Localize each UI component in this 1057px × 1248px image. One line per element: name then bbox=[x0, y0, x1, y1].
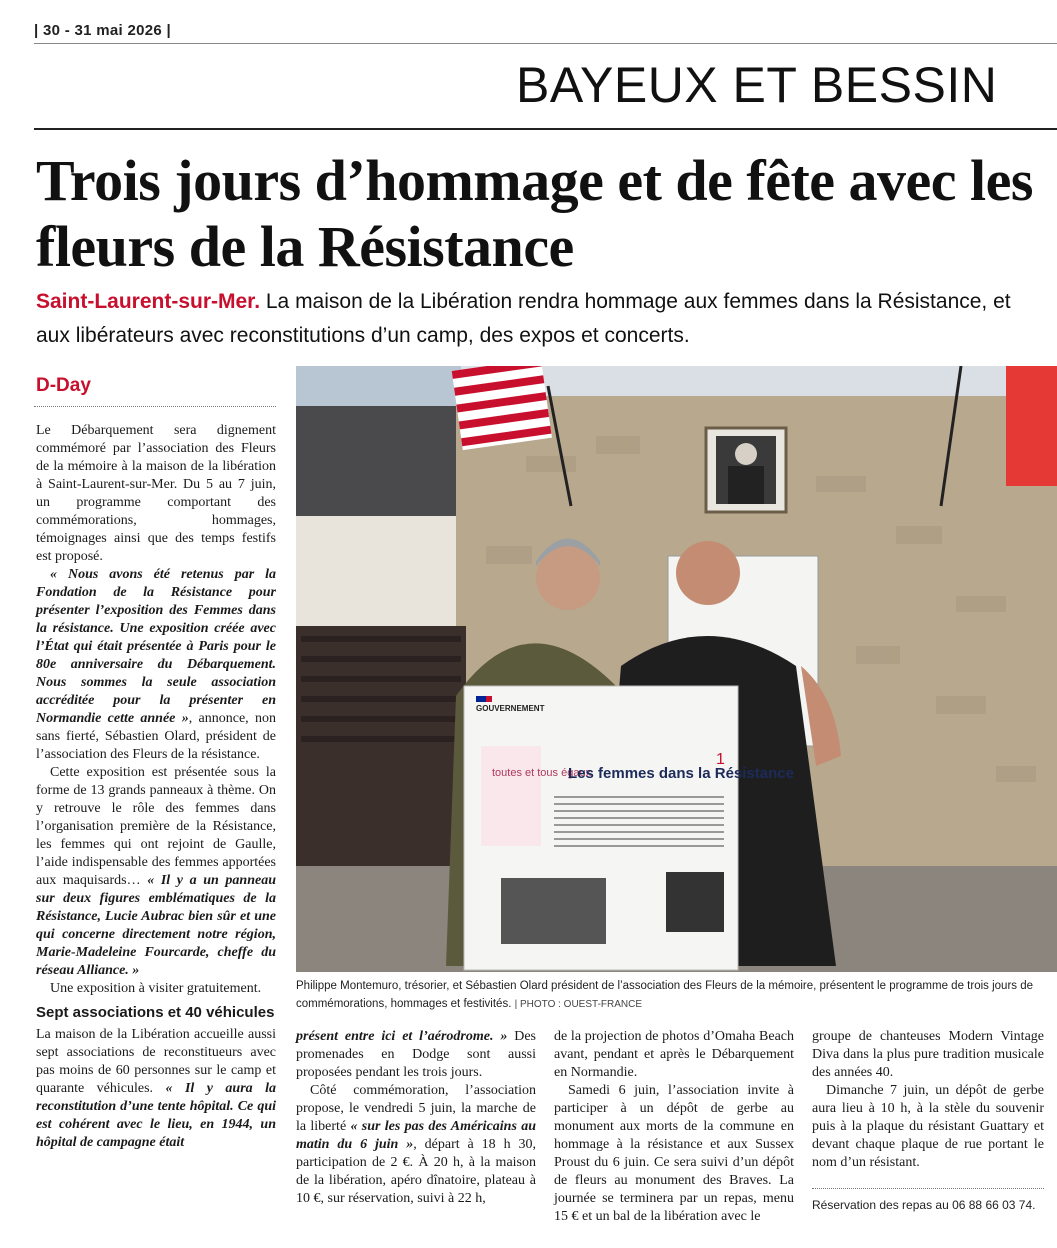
kicker: D-Day bbox=[36, 375, 91, 396]
section-title: BAYEUX ET BESSIN bbox=[516, 57, 998, 113]
reservation-info: Réservation des repas au 06 88 66 03 74. bbox=[812, 1198, 1036, 1212]
panel-title: Les femmes dans la Résistance bbox=[568, 765, 794, 782]
article-photo bbox=[296, 366, 1057, 972]
top-divider bbox=[34, 43, 1057, 44]
article-lead bbox=[36, 285, 1046, 353]
paragraph: Le Débarquement sera dignement commémoré par l’association des Fleurs de la mémoire à la maison de la libération à Saint-Laurent-sur-Mer. Du 5 au 7 juin, un programme comportant des commémorations, hommages, témoignages ainsi que des temps festifs est proposé. bbox=[36, 423, 276, 564]
article-column-1 bbox=[36, 422, 276, 1152]
article-column-3 bbox=[554, 1028, 794, 1226]
quote: présent entre ici et l’aérodrome. » bbox=[296, 1029, 508, 1044]
issue-date: | 30 - 31 mai 2026 | bbox=[34, 22, 171, 39]
article-column-2 bbox=[296, 1028, 536, 1208]
lead-location: Saint-Laurent-sur-Mer. bbox=[36, 290, 261, 313]
panel-brand: GOUVERNEMENT bbox=[476, 704, 545, 713]
panel-number: 1 bbox=[716, 751, 725, 768]
section-divider bbox=[34, 128, 1057, 130]
paragraph: « Nous avons été retenus par la Fondation de la Résistance pour présenter l’exposition des Femmes dans la résistance. Une exposition créée avec l’État qui était présentée à Paris pour le 80e anniversaire du Débarquement. Nous sommes la seule association accréditée pour la présenter en Normandie cette année », annonce, non sans fierté, Sébastien Olard, président de l’association des Fleurs de la résistance. bbox=[36, 567, 276, 762]
panel-slogan: toutes et tous égaux bbox=[492, 767, 592, 779]
paragraph: groupe de chanteuses Modern Vintage Diva dans la plus pure tradition musicale des années 40. bbox=[812, 1029, 1044, 1080]
paragraph: Une exposition à visiter gratuitement. bbox=[50, 981, 262, 996]
photo-illustration bbox=[296, 366, 1057, 972]
reservation-divider bbox=[812, 1188, 1044, 1189]
quote: « Il y a un panneau sur deux figures emblématiques de la Résistance, Lucie Aubrac bien sûr et une qui concerne directement notre région, Marie-Madeleine Fourcarde, cheffe du réseau Alliance. » bbox=[36, 873, 276, 978]
kicker-divider bbox=[34, 406, 276, 407]
subheading: Sept associations et 40 véhicules bbox=[36, 1004, 275, 1021]
quote: « sur les pas des Américains au matin du 6 juin » bbox=[296, 1119, 536, 1152]
quote: « Il y aura la reconstitution d’une tente hôpital. Ce qui est cohérent avec le lieu, en 1944, un hôpital de campagne était bbox=[36, 1081, 276, 1150]
paragraph: Dimanche 7 juin, un dépôt de gerbe aura lieu à 10 h, à la stèle du souvenir puis à la plaque du résistant Guattary et devant chaque plaque de rue portant le nom d’un résistant. bbox=[812, 1083, 1044, 1170]
paragraph: Samedi 6 juin, l’association invite à participer à un dépôt de gerbe au monument aux morts de la commune en hommage à la résistance et aux Sussex Proust du 6 juin. Ce sera suivi d’un dépôt de fleurs au monument des Braves. La journée se terminera par un repas, menu 15 € et un bal de la libération avec le bbox=[554, 1083, 794, 1224]
caption-text: Philippe Montemuro, trésorier, et Sébastien Olard président de l’association des Fleurs de la mémoire, présentent le programme de trois jours de commémorations, hommages et festivités. bbox=[296, 980, 1034, 1010]
photo-caption bbox=[296, 977, 1046, 1014]
paragraph: Cette exposition est présentée sous la forme de 13 grands panneaux à thème. On y retrouve le rôle des femmes dans l’organisation première de la Résistance, les femmes qui ont rejoint de Gaulle, l’aide indispensable des femmes apportées aux maquisards… « Il y a un panneau sur deux figures emblématiques de la Résistance, Lucie Aubrac bien sûr et une qui concerne directement notre région, Marie-Madeleine Fourcarde, cheffe du réseau Alliance. » bbox=[36, 765, 276, 978]
quote: « Nous avons été retenus par la Fondation de la Résistance pour présenter l’exposition des Femmes dans la résistance. Une exposition créée avec l’État qui était présentée à Paris pour le 80e anniversaire du Débarquement. Nous sommes la seule association accréditée pour la présenter en Normandie cette année » bbox=[36, 567, 276, 726]
lead-text: La maison de la Libération rendra hommage aux femmes dans la Résistance, et aux libérateurs avec reconstitutions d’un camp, des expos et concerts. bbox=[36, 290, 1011, 347]
paragraph: Côté commémoration, l’association propose, le vendredi 5 juin, la marche de la liberté « sur les pas des Américains au matin du 6 juin », départ à 18 h 30, participation de 2 €. À 20 h, à la maison de la libération, apéro dînatoire, plateau à 10 €, sur réservation, suivi à 22 h, bbox=[296, 1083, 537, 1206]
photo-credit: | PHOTO : OUEST-FRANCE bbox=[514, 999, 643, 1010]
paragraph: La maison de la Libération accueille aussi sept associations de reconstitueurs avec pas moins de 60 personnes sur le camp et quarante véhicules. « Il y aura la reconstitution d’une tente hôpital. Ce qui est cohérent avec le lieu, en 1944, un hôpital de campagne était bbox=[36, 1027, 276, 1150]
paragraph: présent entre ici et l’aérodrome. » Des promenades en Dodge sont aussi proposées pendant les trois jours. bbox=[296, 1029, 536, 1080]
paragraph: de la projection de photos d’Omaha Beach avant, pendant et après le Débarquement en Normandie. bbox=[554, 1029, 794, 1080]
article-column-4 bbox=[812, 1028, 1044, 1172]
article-headline: Trois jours d’hommage et de fête avec les fleurs de la Résistance bbox=[36, 148, 1033, 279]
